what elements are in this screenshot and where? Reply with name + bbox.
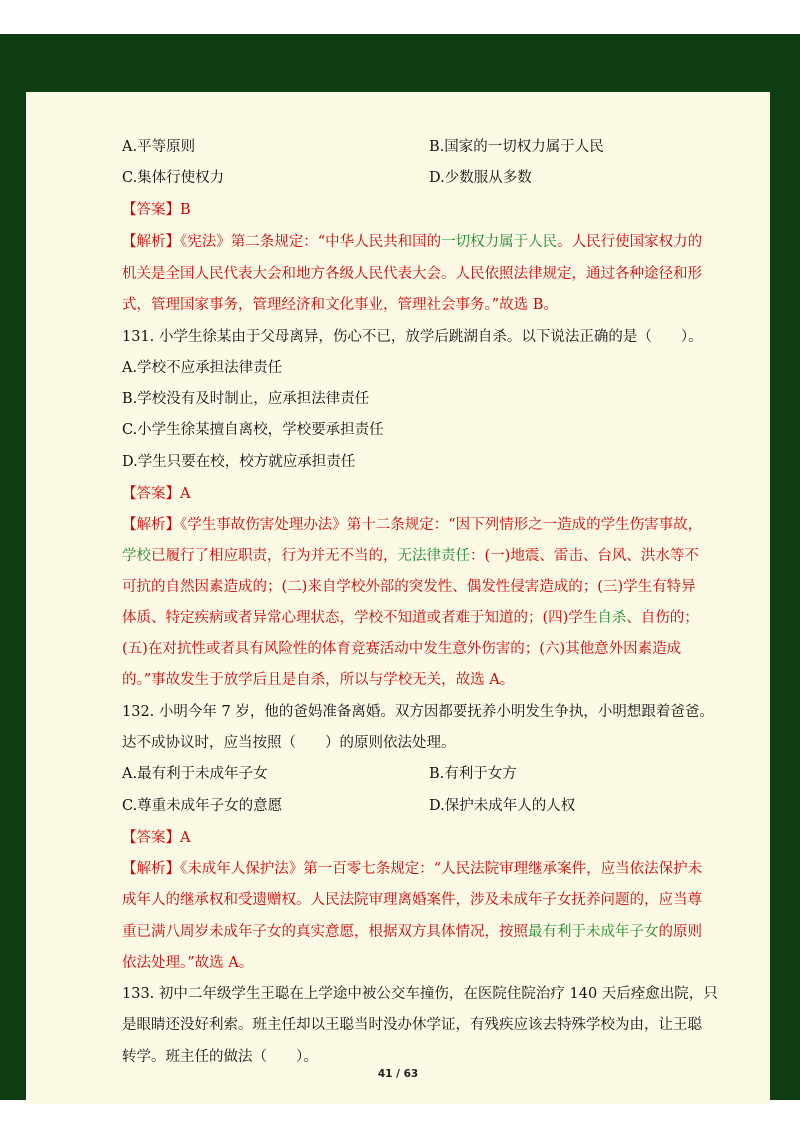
answer-line	[122, 828, 190, 848]
analysis-line	[122, 859, 702, 879]
analysis-text: 已履行了相应职责，行为并无不当的，	[151, 548, 398, 564]
option-d: D.保护未成年人的人权	[429, 798, 576, 814]
option-b: B.学校没有及时制止，应承担法律责任	[122, 391, 370, 407]
analysis-line: (五)在对抗性或者具有风险性的体育竞赛活动中发生意外伤害的；(六)其他意外因素造成	[122, 641, 682, 657]
analysis-line: 成年人的继承权和受遗赠权。人民法院审理离婚案件，涉及未成年子女抚养问题的，应当尊	[122, 892, 702, 908]
analysis-text: 的原则	[658, 924, 702, 940]
analysis-line	[122, 515, 702, 535]
analysis-line	[122, 232, 702, 252]
option-c: C.小学生徐某擅自离校，学校要承担责任	[122, 422, 384, 438]
option-a: A.平等原则	[122, 139, 196, 155]
analysis-line	[122, 546, 699, 566]
question-stem: 133. 初中二年级学生王聪在上学途中被公交车撞伤，在医院住院治疗 140 天后痊愈出院，只	[122, 986, 718, 1002]
analysis-text: 体质、特定疾病或者异常心理状态，学校不知道或者难于知道的；(四)学生	[122, 610, 598, 626]
option-b: B.有利于女方	[429, 766, 517, 782]
answer-line	[122, 200, 191, 220]
page-number: 41 / 63	[377, 1068, 419, 1080]
analysis-line: 依法处理。”故选 A。	[122, 955, 254, 971]
options-row-2	[122, 796, 576, 816]
analysis-text: 《宪法》第二条规定：“中华人民共和国的	[180, 234, 442, 250]
option-d: D.少数服从多数	[429, 170, 532, 186]
answer-value: B	[180, 202, 191, 218]
highlight-text: 最有利于未成年子女	[528, 924, 659, 940]
analysis-tag: 【解析】	[122, 861, 180, 877]
question-stem: 132. 小明今年 7 岁，他的爸妈准备离婚。双方因都要抚养小明发生争执，小明想跟着爸爸。	[122, 704, 714, 720]
analysis-tag: 【解析】	[122, 517, 180, 533]
analysis-tag: 【解析】	[122, 234, 180, 250]
answer-tag: 【答案】	[122, 202, 180, 218]
highlight-text: 一切权力属于人民	[441, 234, 558, 250]
analysis-line: 的。”事故发生于放学后且是自杀，所以与学校无关，故选 A。	[122, 672, 515, 688]
answer-tag: 【答案】	[122, 486, 180, 502]
answer-value: A	[180, 830, 191, 846]
option-a: A.最有利于未成年子女	[122, 766, 268, 782]
options-row-2	[122, 168, 532, 188]
option-c: C.集体行使权力	[122, 170, 225, 186]
options-row-1	[122, 137, 604, 157]
option-d: D.学生只要在校，校方就应承担责任	[122, 454, 356, 470]
question-stem: 131. 小学生徐某由于父母离异，伤心不已，放学后跳湖自杀。以下说法正确的是（ ）。	[122, 329, 703, 345]
analysis-line: 机关是全国人民代表大会和地方各级人民代表大会。人民依照法律规定，通过各种途径和形	[122, 266, 702, 282]
question-stem: 达不成协议时，应当按照（ ）的原则依法处理。	[122, 735, 456, 751]
question-stem: 转学。班主任的做法（ ）。	[122, 1049, 318, 1065]
highlight-text: 学校	[122, 548, 151, 564]
options-row-1	[122, 764, 517, 784]
answer-tag: 【答案】	[122, 830, 180, 846]
option-b: B.国家的一切权力属于人民	[429, 139, 604, 155]
analysis-line: 式，管理国家事务，管理经济和文化事业，管理社会事务。”故选 B。	[122, 297, 558, 313]
answer-line	[122, 484, 190, 504]
analysis-line: 可抗的自然因素造成的；(二)来自学校外部的突发性、偶发性侵害造成的；(三)学生有特异	[122, 579, 696, 595]
option-c: C.尊重未成年子女的意愿	[122, 798, 283, 814]
analysis-line	[122, 608, 699, 628]
option-a: A.学校不应承担法律责任	[122, 360, 283, 376]
analysis-text: 、自伤的；	[626, 610, 699, 626]
analysis-text: ：(一)地震、雷击、台风、洪水等不	[470, 548, 699, 564]
highlight-text: 无法律责任	[397, 548, 470, 564]
analysis-line	[122, 922, 702, 942]
analysis-text: 重已满八周岁未成年子女的真实意愿，根据双方具体情况，按照	[122, 924, 528, 940]
highlight-text: 自杀	[597, 610, 627, 626]
answer-value: A	[180, 486, 191, 502]
question-stem: 是眼睛还没好利索。班主任却以王聪当时没办休学证，有残疾应该去特殊学校为由，让王聪	[122, 1017, 702, 1033]
analysis-text: 《学生事故伤害处理办法》第十二条规定：“因下列情形之一造成的学生伤害事故，	[180, 517, 703, 533]
analysis-text: 。人民行使国家权力的	[557, 234, 703, 250]
analysis-text: 《未成年人保护法》第一百零七条规定：“人民法院审理继承案件，应当依法保护未	[180, 861, 703, 877]
page-frame	[0, 34, 800, 1100]
document-page	[26, 92, 770, 1104]
